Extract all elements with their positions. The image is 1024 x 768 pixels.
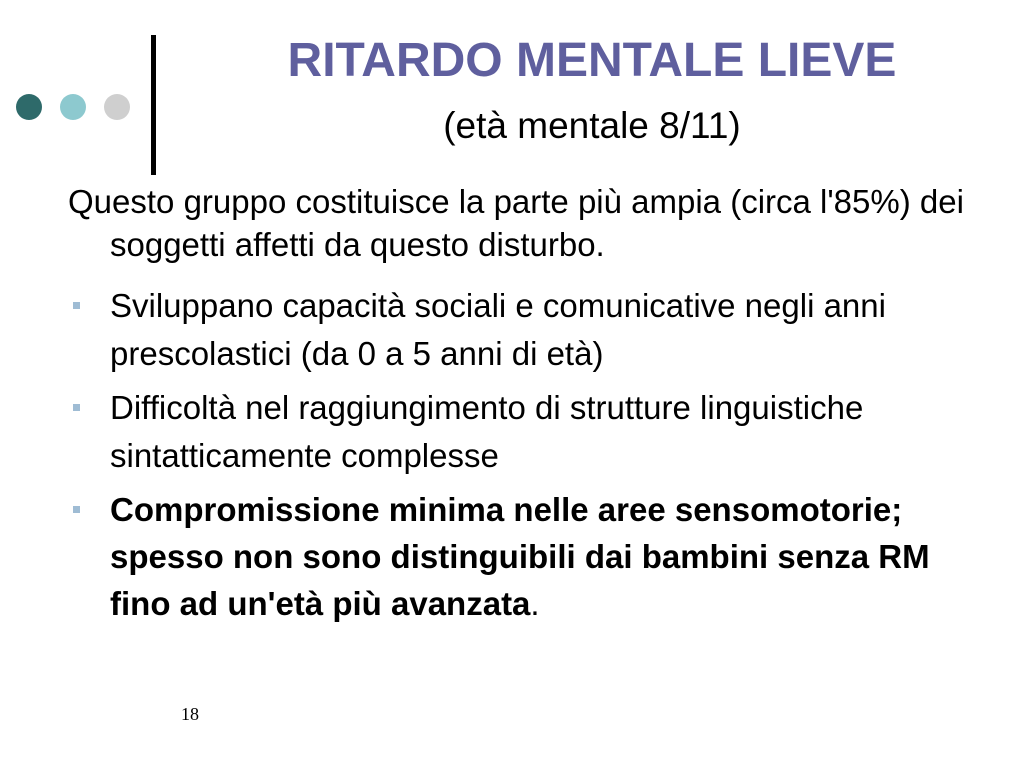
decorative-dots	[16, 94, 130, 120]
dark-teal-dot-icon	[16, 94, 42, 120]
slide-title: RITARDO MENTALE LIEVE	[287, 34, 897, 87]
bullet-item	[68, 282, 988, 378]
slide-subtitle: (età mentale 8/11)	[443, 105, 741, 146]
bullet-text: Difficoltà nel raggiungimento di strutture linguistiche sintatticamente complesse	[110, 389, 864, 474]
slide-body	[68, 180, 988, 633]
square-bullet-icon	[73, 404, 80, 411]
intro-paragraph: Questo gruppo costituisce la parte più ampia (circa l'85%) dei soggetti affetti da questo disturbo.	[68, 183, 964, 263]
square-bullet-icon	[73, 506, 80, 513]
bullet-item	[68, 384, 988, 480]
bullet-text-bold: Compromissione minima nelle aree sensomotorie; spesso non sono distinguibili dai bambini senza RM fino ad un'età più avanzata	[110, 491, 930, 622]
bullet-period: .	[530, 585, 540, 622]
gray-dot-icon	[104, 94, 130, 120]
vertical-divider	[151, 35, 156, 175]
bullet-text: Sviluppano capacità sociali e comunicative negli anni prescolastici (da 0 a 5 anni di età)	[110, 287, 886, 372]
page-number: 18	[181, 704, 199, 724]
square-bullet-icon	[73, 302, 80, 309]
light-teal-dot-icon	[60, 94, 86, 120]
bullet-item-bold	[68, 486, 988, 627]
